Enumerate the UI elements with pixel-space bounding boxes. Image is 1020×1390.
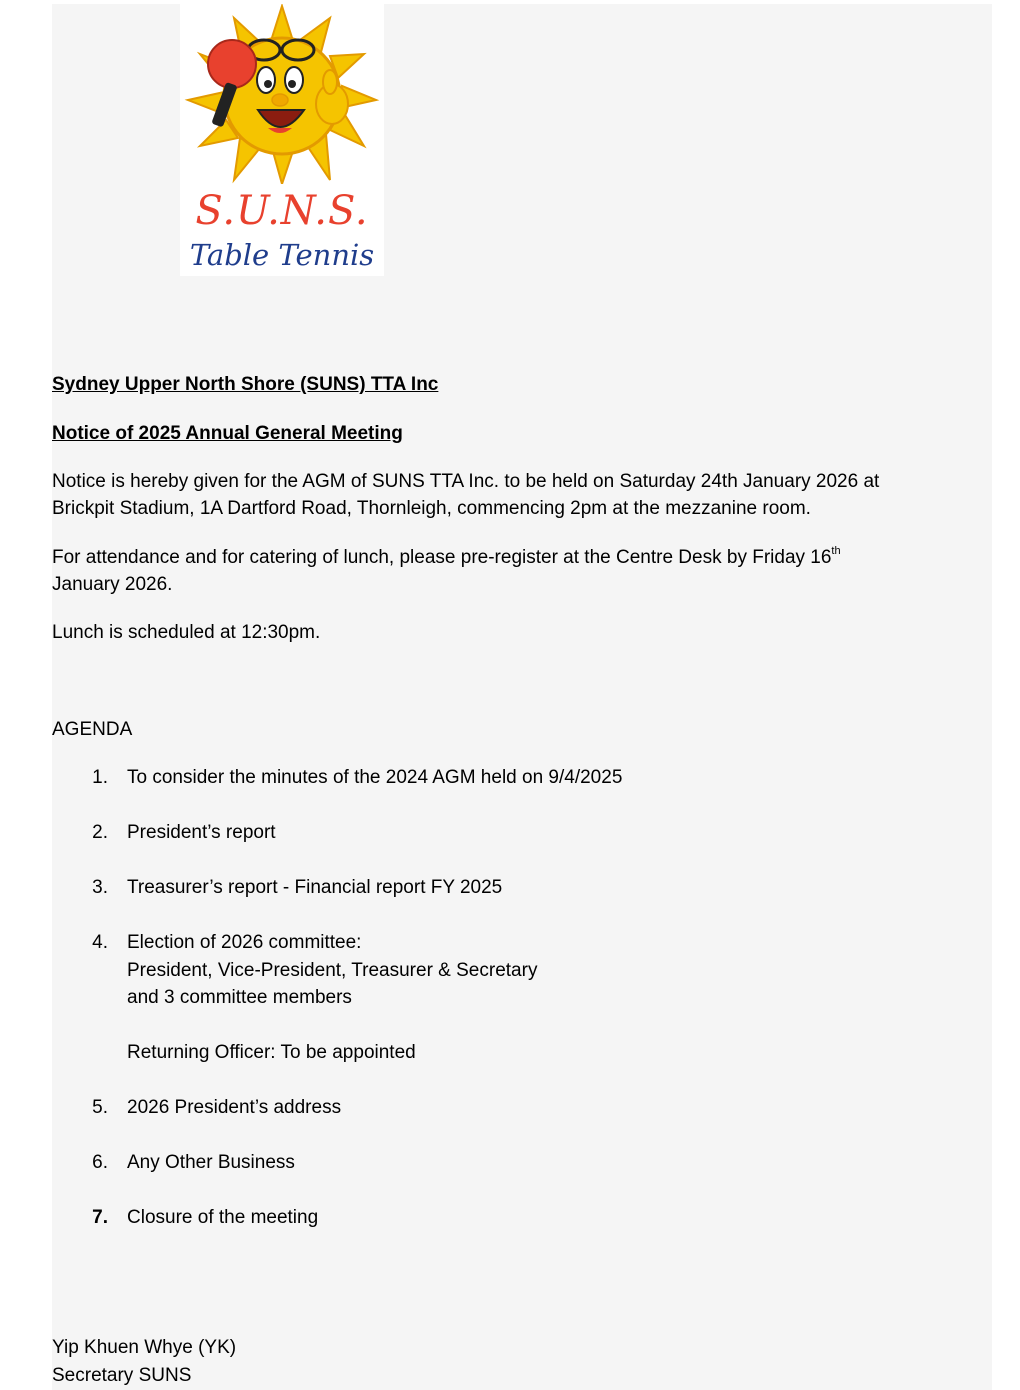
agenda-item-text: Election of 2026 committee: bbox=[127, 932, 362, 953]
attendance-paragraph-line2: January 2026. bbox=[52, 574, 173, 595]
lunch-paragraph: Lunch is scheduled at 12:30pm. bbox=[52, 622, 321, 643]
agenda-item-text: Treasurer’s report - Financial report FY 2025 bbox=[127, 877, 503, 898]
logo-subtitle-text: Table Tennis bbox=[189, 238, 375, 272]
agenda-item-number: 2. bbox=[92, 822, 108, 843]
agenda-item-text: President’s report bbox=[127, 822, 276, 843]
suns-logo bbox=[180, 4, 384, 276]
agenda-item-text: Closure of the meeting bbox=[127, 1207, 319, 1228]
agenda-item-number: 5. bbox=[92, 1097, 108, 1118]
agenda-item-continuation: President, Vice-President, Treasurer & Secretary bbox=[127, 960, 538, 981]
attendance-paragraph-line1 bbox=[52, 544, 841, 571]
notice-paragraph-line2: Brickpit Stadium, 1A Dartford Road, Thornleigh, commencing 2pm at the mezzanine room. bbox=[52, 498, 811, 519]
agenda-item-text: 2026 President’s address bbox=[127, 1097, 342, 1118]
agenda-item-number: 7. bbox=[92, 1207, 108, 1228]
signatory-role: Secretary SUNS bbox=[52, 1365, 192, 1386]
agenda-item-continuation: and 3 committee members bbox=[127, 987, 352, 1008]
notice-paragraph-line1: Notice is hereby given for the AGM of SUNS TTA Inc. to be held on Saturday 24th January 2026 at bbox=[52, 471, 880, 492]
meeting-title: Notice of 2025 Annual General Meeting bbox=[52, 423, 403, 444]
agenda-item-number: 4. bbox=[92, 932, 108, 953]
agenda-item-number: 6. bbox=[92, 1152, 108, 1173]
agenda-item-number: 1. bbox=[92, 767, 108, 788]
sun-mascot-icon bbox=[180, 4, 384, 184]
signatory-name: Yip Khuen Whye (YK) bbox=[52, 1337, 237, 1358]
organisation-title: Sydney Upper North Shore (SUNS) TTA Inc bbox=[52, 374, 439, 395]
attendance-text: For attendance and for catering of lunch, please pre-register at the Centre Desk by Friday 16 bbox=[52, 547, 832, 568]
agenda-item-note: Returning Officer: To be appointed bbox=[127, 1042, 416, 1063]
ordinal-superscript: th bbox=[831, 545, 841, 557]
agenda-heading: AGENDA bbox=[52, 719, 133, 740]
agenda-item-text: Any Other Business bbox=[127, 1152, 295, 1173]
agenda-item-number: 3. bbox=[92, 877, 108, 898]
logo-suns-text: S.U.N.S. bbox=[195, 188, 369, 234]
document-page bbox=[52, 4, 992, 1390]
agenda-item-text: To consider the minutes of the 2024 AGM held on 9/4/2025 bbox=[127, 767, 623, 788]
